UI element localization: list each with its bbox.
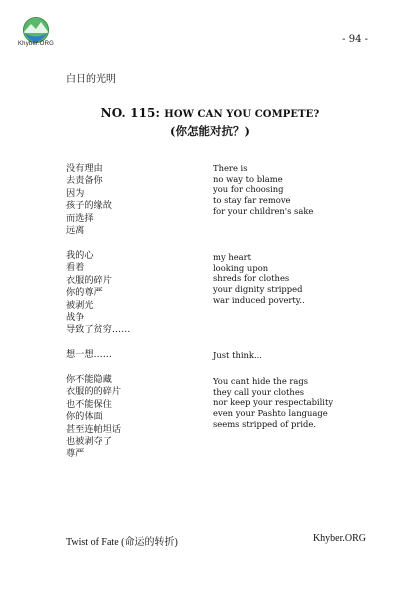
- footer-site: Khyber.ORG: [312, 533, 366, 544]
- poem-line: my heart: [213, 252, 252, 262]
- stanza-1-chinese: [66, 163, 112, 237]
- footer-book-title: Twist of Fate (命运的转折): [66, 537, 178, 548]
- stanza-4-chinese: [66, 374, 121, 461]
- poem-line: You cant hide the rags: [213, 376, 309, 386]
- poem-line: 导致了贫穷……: [66, 324, 131, 336]
- poem-line: 也不能保住: [66, 398, 112, 410]
- poem-line: to stay far remove: [213, 195, 291, 206]
- poem-subtitle: (你怎能对抗？): [170, 124, 250, 138]
- poem-line: your dignity stripped: [213, 284, 303, 295]
- poem-line: 衣服的的碎片: [66, 386, 122, 398]
- poem-line: 我的心: [66, 250, 94, 261]
- section-title: 白日的光明: [66, 74, 116, 85]
- poem-line: 远离: [66, 225, 85, 237]
- poem-line: There is: [213, 163, 248, 173]
- poem-line: 而选择: [66, 212, 94, 224]
- poem-title-number: NO. 115:: [100, 106, 165, 120]
- poem-line: 甚至连帕坦话: [66, 423, 122, 435]
- stanza-1-english: [213, 163, 313, 217]
- poem-line: 看着: [66, 262, 85, 274]
- poem-line: no way to blame: [213, 173, 283, 184]
- poem-line: Just think...: [213, 350, 262, 360]
- stanza-4-english: [213, 376, 333, 430]
- poem-line: 没有理由: [66, 163, 103, 174]
- poem-line: you for choosing: [213, 184, 284, 195]
- poem-line: 去责备你: [66, 175, 103, 187]
- page-number: - 94 -: [342, 34, 368, 45]
- poem-line: nor keep your respectability: [213, 397, 334, 408]
- stanza-3-chinese: [66, 349, 112, 361]
- poem-line: for your children's sake: [213, 205, 314, 216]
- poem-title: [0, 106, 420, 120]
- poem-line: 衣服的碎片: [66, 274, 112, 286]
- poem-line: even your Pashto language: [213, 408, 328, 419]
- poem-line: 因为: [66, 187, 85, 199]
- poem-line: 孩子的缘故: [66, 200, 112, 212]
- poem-line: they call your clothes: [213, 386, 305, 397]
- poem-line: 你的体面: [66, 411, 103, 423]
- poem-line: shreds for clothes: [213, 273, 290, 284]
- stanza-2-chinese: [66, 250, 130, 337]
- poem-line: 被剥光: [66, 299, 94, 311]
- poem-line: looking upon: [213, 262, 269, 273]
- poem-line: 战争: [66, 312, 85, 324]
- poem-line: 也被剥夺了: [66, 436, 112, 448]
- stanza-3-english: [213, 350, 262, 361]
- poem-line: war induced poverty..: [213, 294, 305, 305]
- poem-line: seems stripped of pride.: [213, 418, 316, 429]
- logo-caption: Khyber.ORG: [17, 41, 54, 47]
- poem-line: 你的尊严: [66, 287, 103, 299]
- poem-title-main: HOW CAN YOU COMPETE?: [164, 109, 320, 120]
- stanza-2-english: [213, 252, 305, 306]
- poem-line: 想一想……: [66, 349, 112, 360]
- poem-line: 你不能隐藏: [66, 374, 112, 385]
- poem-line: 尊严: [66, 448, 85, 460]
